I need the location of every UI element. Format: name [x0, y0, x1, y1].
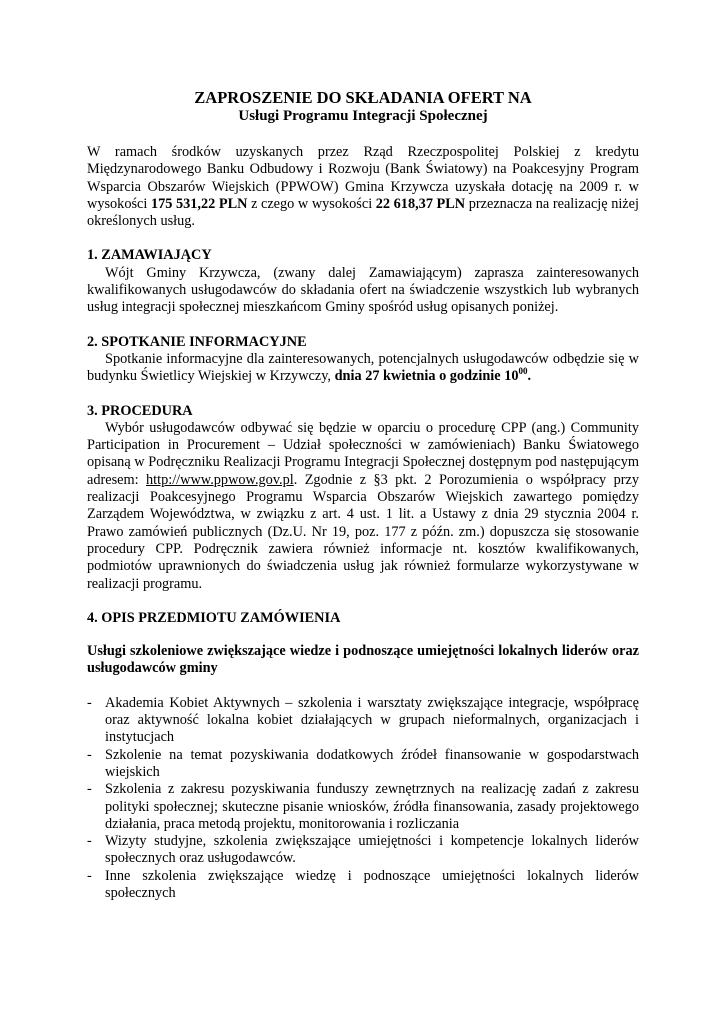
section-spotkanie — [87, 334, 639, 386]
section-2-text — [87, 351, 639, 386]
intro-text-3: przeznacza na realizację niżej określonych usług. — [87, 195, 639, 230]
list-dash: - — [87, 781, 92, 798]
list-item-text: Szkolenie na temat pozyskiwania dodatkowych źródeł finansowanie w gospodarstwach wiejskich — [105, 746, 639, 780]
section-3-heading: 3. PROCEDURA — [87, 402, 193, 419]
list-item — [87, 868, 639, 903]
section-2-body: Spotkanie informacyjne dla zainteresowanych, potencjalnych usługodawców odbędzie się w budynku Świetlicy Wiejskiej w Krzywczy, — [87, 350, 639, 385]
section-2-heading: 2. SPOTKANIE INFORMACYJNE — [87, 333, 307, 350]
section-3-text — [87, 420, 639, 593]
document-subtitle: Usługi Programu Integracji Społecznej — [238, 108, 488, 124]
list-item — [87, 695, 639, 747]
list-dash: - — [87, 833, 92, 850]
list-item-text: Inne szkolenia zwiększające wiedzę i podnoszące umiejętności lokalnych liderów społecznych — [105, 867, 639, 901]
list-item — [87, 781, 639, 833]
ppwow-link[interactable]: http://www.ppwow.gov.pl — [146, 471, 294, 488]
intro-text-2: z czego w wysokości — [247, 195, 376, 212]
meeting-date — [335, 368, 531, 384]
list-item — [87, 833, 639, 868]
section-1-heading: 1. ZAMAWIAJĄCY — [87, 247, 212, 264]
document-page — [87, 88, 639, 902]
list-item — [87, 747, 639, 782]
list-dash: - — [87, 867, 92, 884]
list-item-text: Wizyty studyjne, szkolenia zwiększające umiejętności i kompetencje lokalnych liderów społecznych oraz usługodawców. — [105, 833, 639, 867]
section-4-heading: 4. OPIS PRZEDMIOTU ZAMÓWIENIA — [87, 609, 341, 626]
meeting-date-text: dnia 27 kwietnia o godzinie 10 — [334, 368, 519, 385]
section-opis — [87, 610, 639, 627]
list-item-text: Akademia Kobiet Aktywnych – szkolenia i warsztaty zwiększające integracje, współpracę oraz aktywność lokalna kobiet działających w grupach nieformalnych, organizacjach i instytucjach — [105, 694, 639, 746]
section-procedura — [87, 403, 639, 593]
intro-text-1: W ramach środków uzyskanych przez Rząd Rzeczpospolitej Polskiej z kredytu Międzynarodowego Banku Odbudowy i Rozwoju (Bank Światowy) na Poakcesyjny Program Wsparcia Obszarów Wiejskich (PPWOW) Gmina Krzywcza uzyskała dotację na 2009 r. w wysokości — [87, 144, 639, 212]
list-dash: - — [87, 746, 92, 763]
section-1-text: Wójt Gminy Krzywcza, (zwany dalej Zamawiającym) zaprasza zainteresowanych kwalifikowanych usługodawców do składania ofert na świadczenie wszystkich lub wybranych usług integracji społecznej mieszkańcom Gminy spośród usług opisanych poniżej. — [87, 264, 639, 316]
meeting-time-minutes: 00 — [518, 366, 528, 377]
intro-paragraph — [87, 144, 639, 230]
intro-amount-allocated: 22 618,37 PLN — [375, 195, 466, 212]
services-list — [87, 695, 639, 903]
section-4-subheading: Usługi szkoleniowe zwiększające wiedze i podnoszące umiejętności lokalnych liderów oraz usługodawców gminy — [87, 643, 639, 677]
list-dash: - — [87, 694, 92, 711]
meeting-date-end: . — [527, 368, 532, 385]
intro-amount-total: 175 531,22 PLN — [150, 195, 248, 212]
list-item-text: Szkolenia z zakresu pozyskiwania funduszy zewnętrznych na realizację zadań z zakresu polityki społecznej; skuteczne pisanie wniosków, źródła finansowania, zasady projektowego działania, praca metodą projektu, monitorowania i rozliczania — [105, 781, 639, 832]
section-3-body-1: Wybór usługodawców odbywać się będzie w oparciu o procedurę CPP (ang.) Community Participation in Procurement – Udział społeczności w zamówieniach) Banku Światowego opisaną w Podręczniku Realizacji Programu Integracji Społecznej dostępnym pod następującym adresem: — [87, 419, 639, 488]
section-zamawiajacy — [87, 247, 639, 316]
section-3-body-2: . Zgodnie z §3 pkt. 2 Porozumienia o współpracy przy realizacji Poakcesyjnego Programu Wsparcia Obszarów Wiejskich zawartego pomiędzy Zarządem Województwa, w związku z art. 4 ust. 1 lit. a Ustawy z dnia 29 stycznia 2004 r. Prawo zamówień publicznych (Dz.U. Nr 19, poz. 177 z późn. zm.) dopuszcza się stosowanie procedury CPP. Podręcznik zawiera również informacje nt. kosztów kwalifikowanych, podmiotów uprawnionych do świadczenia usług jak również formularze wykorzystywane w realizacji programu. — [87, 471, 639, 592]
document-title: ZAPROSZENIE DO SKŁADANIA OFERT NA — [194, 88, 532, 107]
